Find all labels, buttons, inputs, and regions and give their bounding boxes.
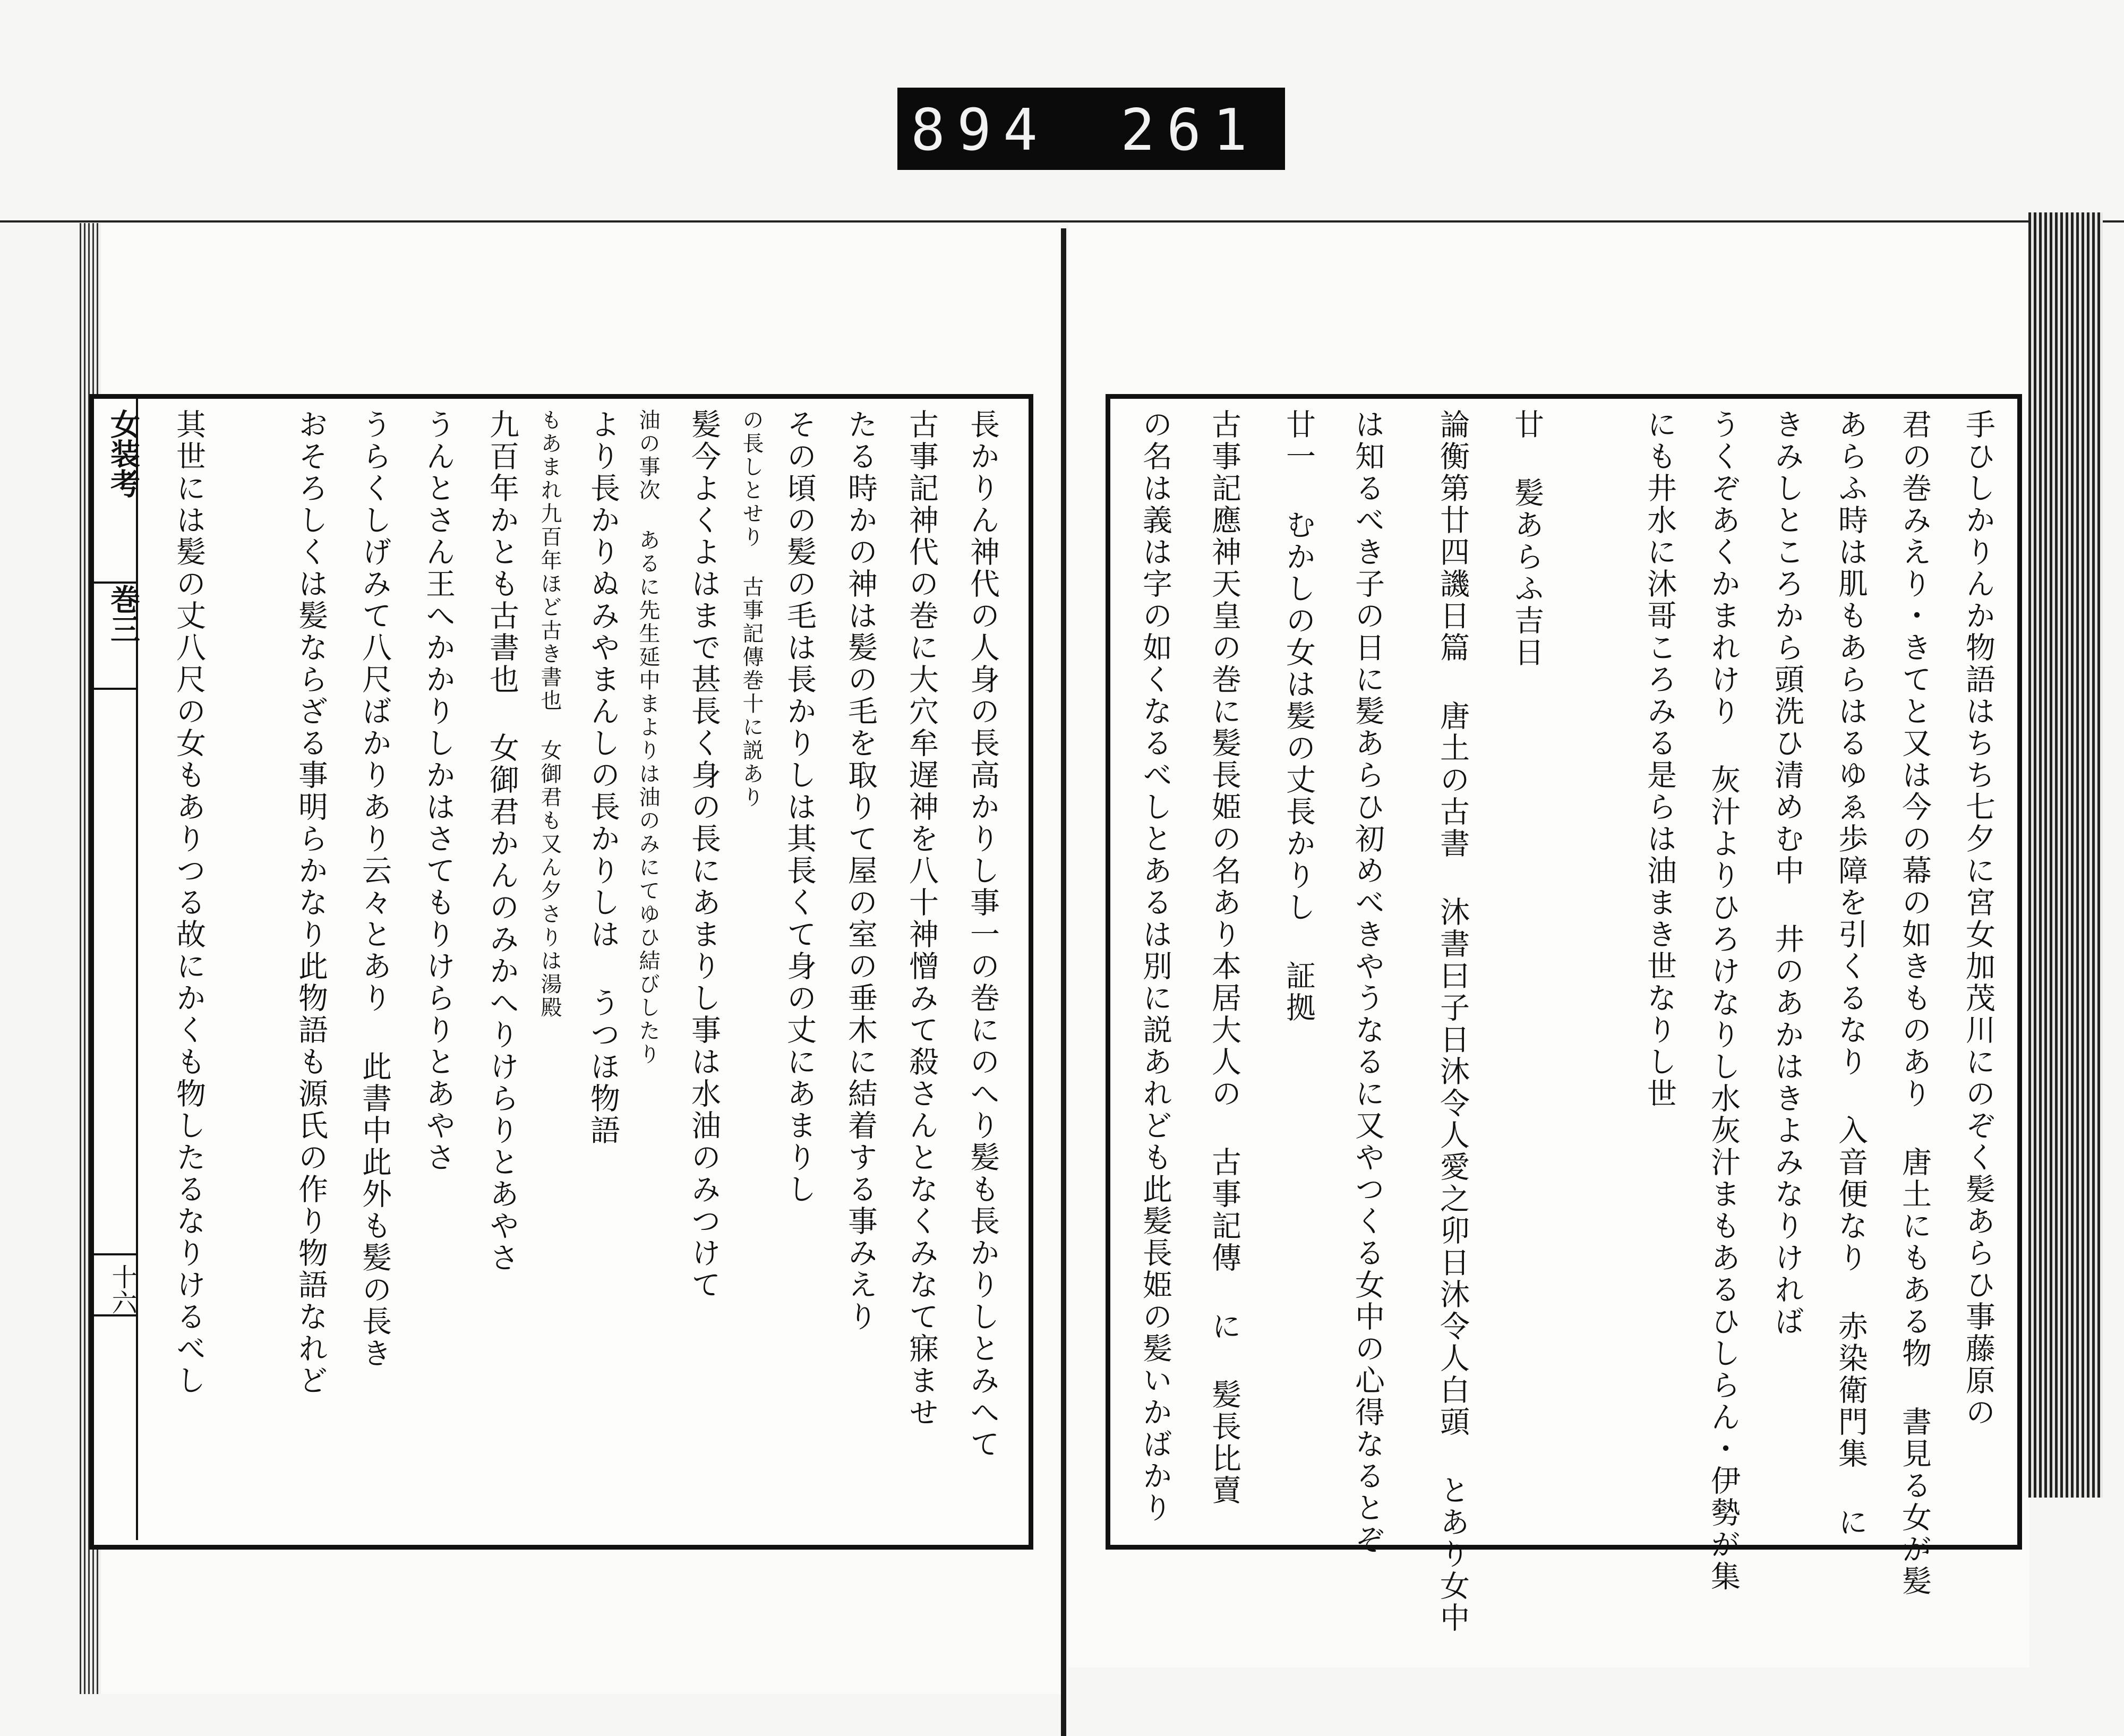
right-column-3: あらふ時は肌もあらはるゆゑ歩障を引くるなり 入音便なり 赤染衛門集 に — [1834, 409, 1868, 1538]
left-column-8: より長かりぬみやまんしの長かりしは うつほ物語 — [586, 409, 620, 1147]
right-column-12: の名は義は字の如くなるべしとあるは別に説あれども此髪長姫の髪いかばかり — [1138, 409, 1172, 1524]
margin-page-number: 十六 — [107, 1264, 137, 1315]
left-column-12: うらくしげみて八尺ばかりあり云々とあり 此書中此外も髪の長き — [357, 409, 392, 1370]
right-column-4: きみしところから頭洗ひ清めむ中 井のあかはきよみなりければ — [1770, 409, 1804, 1338]
left-column-7: 油の事次 あるに先生延中まよりは油のみにてゆひ結びしたり — [636, 409, 660, 1066]
left-column-3: たる時かの神は髪の毛を取りて屋の室の垂木に結着する事みえり — [843, 409, 878, 1333]
right-fore-edge — [2028, 212, 2103, 1498]
right-column-2: 君の巻みえり・きてと又は今の幕の如きものあり 唐土にもある物 書見る女が髪 — [1897, 409, 1932, 1597]
margin-rule — [89, 581, 136, 584]
left-column-9: もあまれ九百年ほど古き書也 女御君も又ん夕さりは湯殿 — [537, 409, 562, 1020]
margin-rule — [89, 1253, 136, 1255]
left-column-13: おそろしくは髪ならざる事明らかなり此物語も源氏の作り物語なれど — [294, 409, 328, 1397]
right-column-5: うくぞあくかまれけり 灰汁よりひろけなりし水灰汁まもあるひしらん・伊勢が集 — [1706, 409, 1741, 1593]
right-column-11: 古事記應神天皇の巻に髪長姫の名あり本居大人の 古事記傳 に 髪長比賣 — [1207, 409, 1241, 1507]
left-column-5: の長しとせり 古事記傳巻十に説あり — [739, 409, 764, 809]
left-column-11: うんとさん王へかかりしかはさてもりけらりとあやさ — [421, 409, 456, 1174]
left-column-4: その頃の髪の毛は長かりしは其長くて身の丈にあまりし — [782, 409, 817, 1205]
left-column-2: 古事記神代の巻に大穴牟遅神を八十神憎みて殺さんとなくみなて寐ませ — [904, 409, 939, 1429]
right-column-6: にも井水に沐哥ころみる是らは油まき世なりし世 — [1642, 409, 1677, 1110]
margin-rule — [89, 688, 136, 690]
left-column-6: 髪今よくよはまで甚長く身の長にあまりし事は水油のみつけて — [687, 409, 721, 1301]
book-top-edge — [0, 220, 2124, 223]
right-column-1: 手ひしかりんか物語はちち七夕に宮女加茂川にのぞく髪あらひ事藤原の — [1961, 409, 1995, 1429]
margin-book-title: 女装考 — [106, 409, 141, 498]
call-number-label — [897, 88, 1285, 170]
book-gutter — [1061, 228, 1066, 1736]
left-column-10: 九百年かとも古書也 女御君かんのみかへりけらりとあやさ — [485, 409, 519, 1274]
left-column-14: 其世には髪の丈八尺の女もありつる故にかくも物したるなりけるべし — [172, 409, 206, 1397]
call-number-right: 261 — [1120, 97, 1260, 164]
right-column-9: は知るべき子の日に髪あらひ初めべきやうなるに又やつくる女中の心得なるとぞ — [1350, 409, 1385, 1556]
left-column-1: 長かりん神代の人身の長高かりし事一の巻にのへり髪も長かりしとみへて — [965, 409, 1000, 1460]
right-text-frame — [1106, 394, 2022, 1634]
right-column-8: 論衡第廿四譏日篇 唐土の古書 沐書曰子日沐令人愛之卯日沐令人白頭 とあり女中 — [1435, 409, 1470, 1634]
call-number-left: 894 — [911, 97, 1050, 164]
section-21-heading: 廿一 むかしの女は髪の丈長かりし 証拠 — [1281, 409, 1316, 1024]
margin-volume: 巻三 — [106, 584, 141, 644]
margin-strip — [89, 394, 138, 1540]
section-20-heading: 廿 髪あらふ吉日 — [1510, 409, 1544, 669]
